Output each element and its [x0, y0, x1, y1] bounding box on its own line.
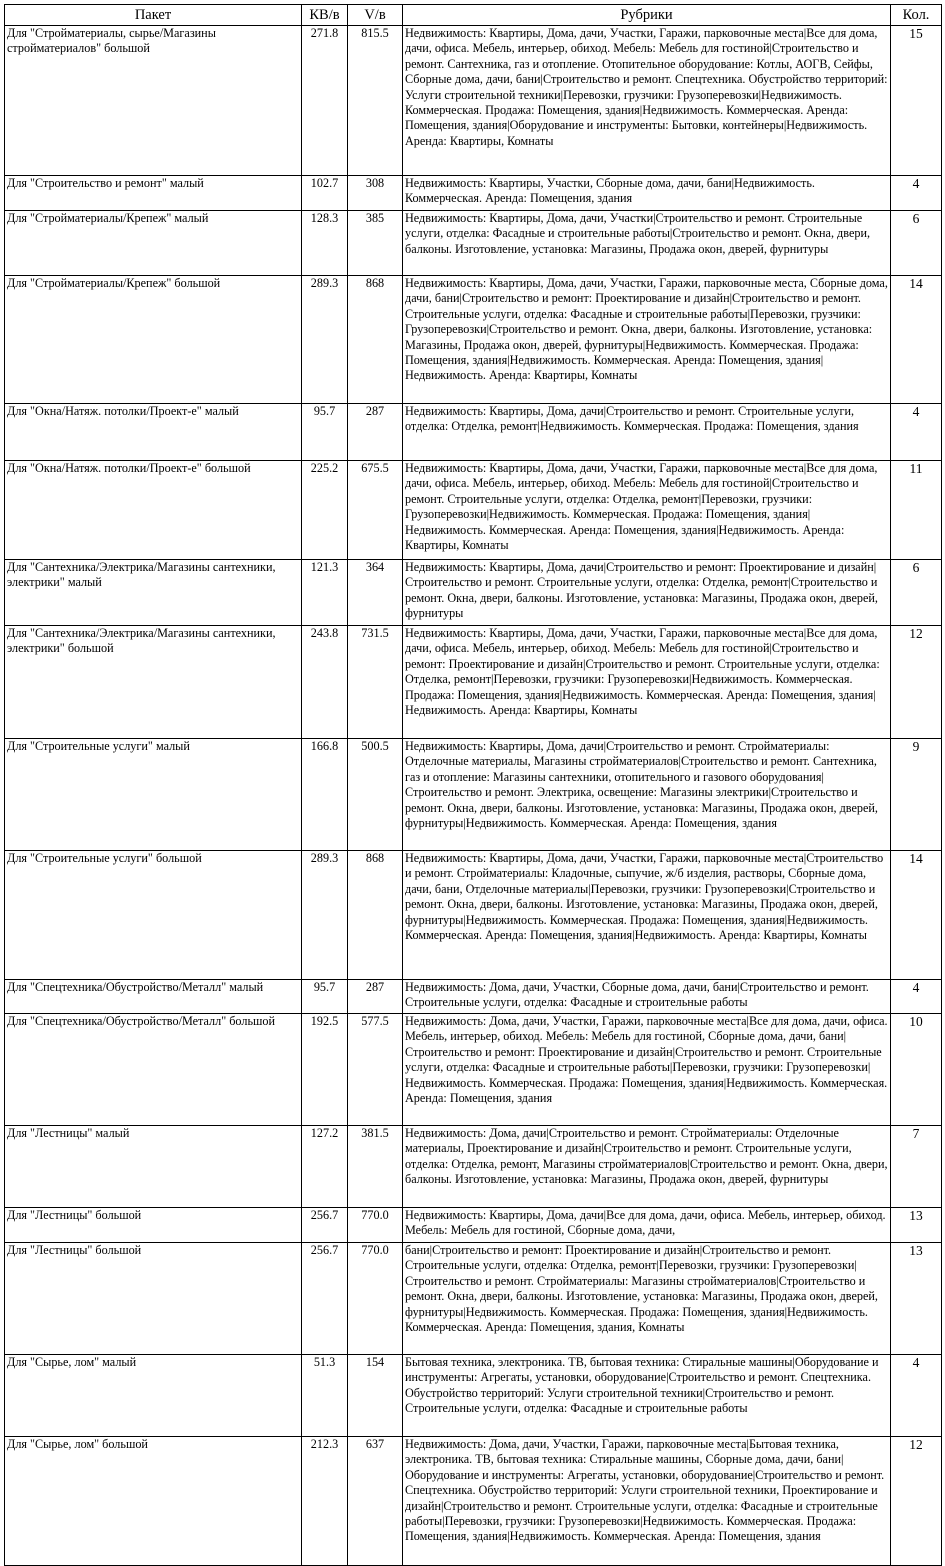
- kv-cell: 212.3: [302, 1437, 348, 1566]
- package-cell: Для "Сырье, лом" малый: [5, 1355, 302, 1437]
- count-cell: 9: [891, 739, 942, 851]
- v-cell: 287: [348, 980, 403, 1014]
- package-cell: Для "Лестницы" малый: [5, 1126, 302, 1208]
- v-cell: 500.5: [348, 739, 403, 851]
- rubrics-cell: Недвижимость: Квартиры, Дома, дачи|Строительство и ремонт. Стройматериалы: Отделочные материалы, Магазины стройматериалов|Строительство и ремонт. Сантехника, газ и отопление: Магазины сантехники, отопительного и газового оборудования|Строительство и ремонт. Электрика, освещение: Магазины электрики|Строительство и ремонт. Окна, двери, балконы. Изготовление, установка: Магазины, Продажа окон, дверей, фурнитуры|Недвижимость. Коммерческая. Аренда: Помещения, здания: [403, 739, 891, 851]
- table-row: [5, 1208, 942, 1243]
- rubrics-cell: Недвижимость: Квартиры, Дома, дачи|Строительство и ремонт. Строительные услуги, отделка: Отделка, ремонт|Недвижимость. Коммерческая. Продажа: Помещения, здания: [403, 404, 891, 461]
- table-row: [5, 1126, 942, 1208]
- v-cell: 385: [348, 211, 403, 276]
- kv-cell: 102.7: [302, 176, 348, 211]
- kv-cell: 289.3: [302, 851, 348, 980]
- rubrics-cell: Недвижимость: Дома, дачи, Участки, Сборные дома, дачи, бани|Строительство и ремонт. Строительные услуги, отделка: Фасадные и строительные работы: [403, 980, 891, 1014]
- package-cell: Для "Лестницы" большой: [5, 1208, 302, 1243]
- count-cell: 12: [891, 626, 942, 739]
- count-cell: 4: [891, 404, 942, 461]
- table-row: [5, 461, 942, 560]
- rubrics-cell: Недвижимость: Квартиры, Дома, дачи, Участки, Гаражи, парковочные места|Все для дома, дачи, офиса. Мебель, интерьер, обиход. Мебель: Мебель для гостиной|Строительство и ремонт. Строительные услуги, отделка: Отделка, ремонт|Перевозки, грузчики: Грузоперевозки|Недвижимость. Коммерческая. Продажа: Помещения, здания|Недвижимость. Коммерческая. Аренда: Помещения, здания|Недвижимость. Аренда: Квартиры, Комнаты: [403, 461, 891, 560]
- kv-cell: 192.5: [302, 1014, 348, 1126]
- kv-cell: 95.7: [302, 404, 348, 461]
- kv-cell: 95.7: [302, 980, 348, 1014]
- v-cell: 815.5: [348, 26, 403, 176]
- table-row: [5, 560, 942, 626]
- kv-cell: 256.7: [302, 1208, 348, 1243]
- v-cell: 154: [348, 1355, 403, 1437]
- count-cell: 14: [891, 851, 942, 980]
- table-row: [5, 1243, 942, 1355]
- kv-cell: 271.8: [302, 26, 348, 176]
- table-row: [5, 276, 942, 404]
- kv-cell: 256.7: [302, 1243, 348, 1355]
- count-cell: 4: [891, 176, 942, 211]
- package-cell: Для "Строительные услуги" большой: [5, 851, 302, 980]
- v-cell: 381.5: [348, 1126, 403, 1208]
- rubrics-cell: Недвижимость: Квартиры, Дома, дачи|Строительство и ремонт: Проектирование и дизайн|Строительство и ремонт. Строительные услуги, отделка: Отделка, ремонт|Строительство и ремонт. Окна, двери, балконы. Изготовление, установка: Магазины, Продажа окон, дверей, фурнитуры: [403, 560, 891, 626]
- table-row: [5, 851, 942, 980]
- header-v: V/в: [348, 5, 403, 26]
- v-cell: 287: [348, 404, 403, 461]
- rubrics-cell: Недвижимость: Дома, дачи, Участки, Гаражи, парковочные места|Бытовая техника, электроника. ТВ, бытовая техника: Стиральные машины, Сборные дома, дачи, бани|Оборудование и инструменты: Агрегаты, установки, оборудование|Строительство и ремонт. Спецтехника. Обустройство территорий: Услуги строительной техники, Проектирование и дизайн|Строительство и ремонт. Строительные услуги, отделка: Фасадные и строительные работы|Перевозки, грузчики: Грузоперевозки|Недвижимость. Коммерческая. Продажа: Помещения, здания|Недвижимость. Коммерческая. Аренда: Помещения, здания: [403, 1437, 891, 1566]
- package-cell: Для "Строительство и ремонт" малый: [5, 176, 302, 211]
- kv-cell: 127.2: [302, 1126, 348, 1208]
- package-cell: Для "Сантехника/Электрика/Магазины сантехники, электрики" большой: [5, 626, 302, 739]
- package-cell: Для "Окна/Натяж. потолки/Проект-е" большой: [5, 461, 302, 560]
- package-cell: Для "Спецтехника/Обустройство/Металл" малый: [5, 980, 302, 1014]
- rubrics-cell: Недвижимость: Дома, дачи, Участки, Гаражи, парковочные места|Все для дома, дачи, офиса. Мебель, интерьер, обиход. Мебель: Мебель для гостиной, Сборные дома, дачи, бани|Строительство и ремонт: Проектирование и дизайн|Строительство и ремонт. Строительные услуги, отделка: Фасадные и строительные работы|Перевозки, грузчики: Грузоперевозки|Недвижимость. Коммерческая. Продажа: Помещения, здания|Недвижимость. Коммерческая. Аренда: Помещения, здания: [403, 1014, 891, 1126]
- package-cell: Для "Окна/Натяж. потолки/Проект-е" малый: [5, 404, 302, 461]
- count-cell: 13: [891, 1208, 942, 1243]
- package-cell: Для "Сантехника/Электрика/Магазины сантехники, электрики" малый: [5, 560, 302, 626]
- kv-cell: 166.8: [302, 739, 348, 851]
- count-cell: 12: [891, 1437, 942, 1566]
- v-cell: 731.5: [348, 626, 403, 739]
- rubrics-cell: Недвижимость: Квартиры, Участки, Сборные дома, дачи, бани|Недвижимость. Коммерческая. Аренда: Помещения, здания: [403, 176, 891, 211]
- package-cell: Для "Спецтехника/Обустройство/Металл" большой: [5, 1014, 302, 1126]
- count-cell: 13: [891, 1243, 942, 1355]
- header-kv: КВ/в: [302, 5, 348, 26]
- count-cell: 10: [891, 1014, 942, 1126]
- kv-cell: 121.3: [302, 560, 348, 626]
- table-row: [5, 980, 942, 1014]
- kv-cell: 51.3: [302, 1355, 348, 1437]
- count-cell: 6: [891, 211, 942, 276]
- kv-cell: 128.3: [302, 211, 348, 276]
- table-row: [5, 1437, 942, 1566]
- package-cell: Для "Лестницы" большой: [5, 1243, 302, 1355]
- header-package: Пакет: [5, 5, 302, 26]
- v-cell: 868: [348, 851, 403, 980]
- v-cell: 770.0: [348, 1208, 403, 1243]
- v-cell: 868: [348, 276, 403, 404]
- header-count: Кол.: [891, 5, 942, 26]
- rubrics-cell: Недвижимость: Квартиры, Дома, дачи, Участки|Строительство и ремонт. Строительные услуги, отделка: Фасадные и строительные работы|Строительство и ремонт. Окна, двери, балконы. Изготовление, установка: Магазины, Продажа окон, дверей, фурнитуры: [403, 211, 891, 276]
- count-cell: 4: [891, 1355, 942, 1437]
- rubrics-cell: Недвижимость: Квартиры, Дома, дачи|Все для дома, дачи, офиса. Мебель, интерьер, обиход. Мебель: Мебель для гостиной, Сборные дома, дачи,: [403, 1208, 891, 1243]
- table-row: [5, 26, 942, 176]
- count-cell: 14: [891, 276, 942, 404]
- header-rubrics: Рубрики: [403, 5, 891, 26]
- v-cell: 308: [348, 176, 403, 211]
- v-cell: 577.5: [348, 1014, 403, 1126]
- package-cell: Для "Стройматериалы/Крепеж" малый: [5, 211, 302, 276]
- rubrics-cell: Бытовая техника, электроника. ТВ, бытовая техника: Стиральные машины|Оборудование и инструменты: Агрегаты, установки, оборудование|Строительство и ремонт. Спецтехника. Обустройство территорий: Услуги строительной техники|Строительство и ремонт. Строительные услуги, отделка: Фасадные и строительные работы: [403, 1355, 891, 1437]
- table-row: [5, 739, 942, 851]
- table-row: [5, 404, 942, 461]
- count-cell: 6: [891, 560, 942, 626]
- count-cell: 4: [891, 980, 942, 1014]
- rubrics-cell: Недвижимость: Квартиры, Дома, дачи, Участки, Гаражи, парковочные места, Сборные дома, дачи, бани|Строительство и ремонт: Проектирование и дизайн|Строительство и ремонт. Строительные услуги, отделка: Фасадные и строительные работы|Перевозки, грузчики: Грузоперевозки|Строительство и ремонт. Окна, двери, балконы. Изготовление, установка: Магазины, Продажа окон, дверей, фурнитуры|Недвижимость. Коммерческая. Продажа: Помещения, здания|Недвижимость. Коммерческая. Аренда: Помещения, здания|Недвижимость. Аренда: Квартиры, Комнаты: [403, 276, 891, 404]
- package-cell: Для "Стройматериалы/Крепеж" большой: [5, 276, 302, 404]
- package-cell: Для "Сырье, лом" большой: [5, 1437, 302, 1566]
- package-cell: Для "Стройматериалы, сырье/Магазины стройматериалов" большой: [5, 26, 302, 176]
- table-row: [5, 1355, 942, 1437]
- packages-table: [4, 4, 942, 1566]
- count-cell: 15: [891, 26, 942, 176]
- rubrics-cell: бани|Строительство и ремонт: Проектирование и дизайн|Строительство и ремонт. Строительные услуги, отделка: Отделка, ремонт|Перевозки, грузчики: Грузоперевозки|Строительство и ремонт. Стройматериалы: Магазины стройматериалов|Строительство и ремонт. Окна, двери, балконы. Изготовление, установка: Магазины, Продажа окон, дверей, фурнитуры|Недвижимость. Коммерческая. Продажа: Помещения, здания|Недвижимость. Коммерческая. Аренда: Помещения, здания, Комнаты: [403, 1243, 891, 1355]
- rubrics-cell: Недвижимость: Дома, дачи|Строительство и ремонт. Стройматериалы: Отделочные материалы, Проектирование и дизайн|Строительство и ремонт. Строительные услуги, отделка: Отделка, ремонт, Магазины стройматериалов|Строительство и ремонт. Окна, двери, балконы. Изготовление, установка: Магазины, Продажа окон, дверей, фурнитуры: [403, 1126, 891, 1208]
- rubrics-cell: Недвижимость: Квартиры, Дома, дачи, Участки, Гаражи, парковочные места|Все для дома, дачи, офиса. Мебель, интерьер, обиход. Мебель: Мебель для гостиной|Строительство и ремонт. Сантехника, газ и отопление. Отопительное оборудование: Котлы, АОГВ, Сейфы, Сборные дома, дачи, бани|Строительство и ремонт. Спецтехника. Обустройство территорий: Услуги строительной техники|Перевозки, грузчики: Грузоперевозки|Недвижимость. Коммерческая. Продажа: Помещения, здания|Недвижимость. Коммерческая. Аренда: Помещения, здания|Оборудование и инструменты: Бытовки, контейнеры|Недвижимость. Аренда: Квартиры, Комнаты: [403, 26, 891, 176]
- kv-cell: 243.8: [302, 626, 348, 739]
- package-cell: Для "Строительные услуги" малый: [5, 739, 302, 851]
- header-row: [5, 5, 942, 26]
- count-cell: 11: [891, 461, 942, 560]
- count-cell: 7: [891, 1126, 942, 1208]
- rubrics-cell: Недвижимость: Квартиры, Дома, дачи, Участки, Гаражи, парковочные места|Все для дома, дачи, офиса. Мебель, интерьер, обиход. Мебель: Мебель для гостиной|Строительство и ремонт: Проектирование и дизайн|Строительство и ремонт. Строительные услуги, отделка: Отделка, ремонт|Перевозки, грузчики: Грузоперевозки|Недвижимость. Коммерческая. Продажа: Помещения, здания|Недвижимость. Коммерческая. Аренда: Помещения, здания|Недвижимость. Аренда: Квартиры, Комнаты: [403, 626, 891, 739]
- kv-cell: 289.3: [302, 276, 348, 404]
- v-cell: 637: [348, 1437, 403, 1566]
- v-cell: 770.0: [348, 1243, 403, 1355]
- table-row: [5, 211, 942, 276]
- table-row: [5, 626, 942, 739]
- table-row: [5, 176, 942, 211]
- kv-cell: 225.2: [302, 461, 348, 560]
- table-row: [5, 1014, 942, 1126]
- v-cell: 675.5: [348, 461, 403, 560]
- rubrics-cell: Недвижимость: Квартиры, Дома, дачи, Участки, Гаражи, парковочные места|Строительство и ремонт. Стройматериалы: Кладочные, сыпучие, ж/б изделия, растворы, Сборные дома, дачи, бани, Отделочные материалы|Перевозки, грузчики: Грузоперевозки|Строительство и ремонт. Окна, двери, балконы. Изготовление, установка: Магазины, Продажа окон, дверей, фурнитуры|Недвижимость. Коммерческая. Продажа: Помещения, здания|Недвижимость. Коммерческая. Аренда: Помещения, здания|Недвижимость. Аренда: Квартиры, Комнаты: [403, 851, 891, 980]
- v-cell: 364: [348, 560, 403, 626]
